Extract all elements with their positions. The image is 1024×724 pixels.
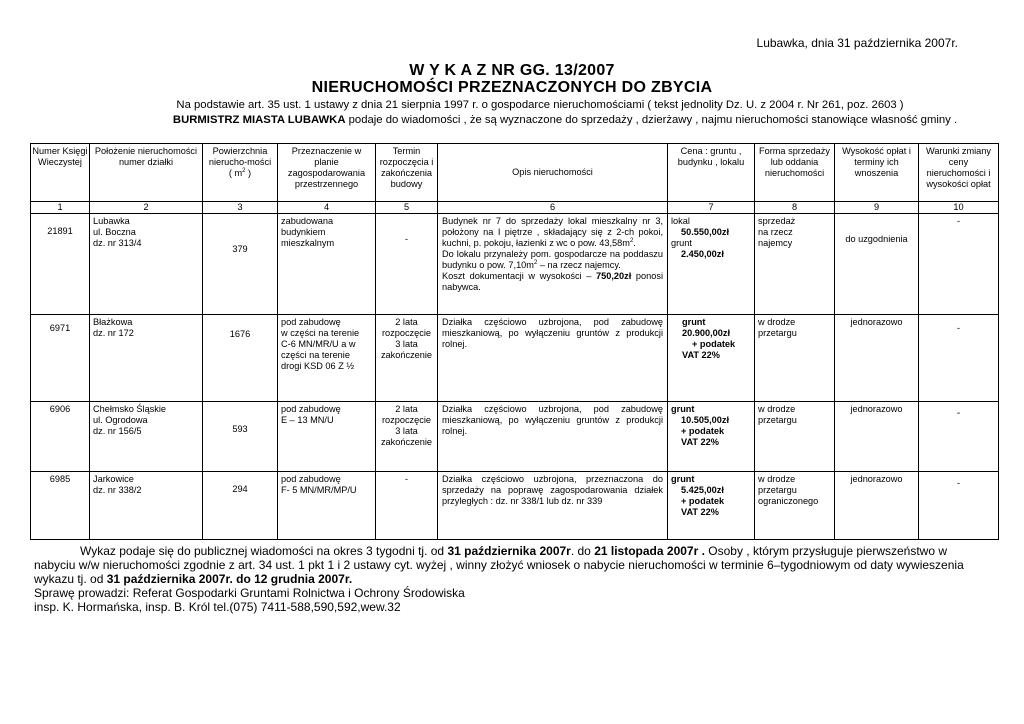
build-term: -: [376, 472, 438, 540]
sale-form: sprzedaż na rzecz najemcy: [755, 214, 835, 315]
price-conditions: -: [919, 472, 999, 540]
col-number: 4: [278, 202, 376, 214]
description: Działka częściowo uzbrojona, przeznaczona do sprzedaży na poprawę zagospodarowania działek przyległych : dz. nr 338/1 lub dz. nr 339: [438, 472, 668, 540]
kw-number: 6985: [31, 472, 90, 540]
price: grunt 20.900,00zł + podatek VAT 22%: [668, 315, 755, 402]
table-header-row: [31, 144, 999, 202]
table-row: [31, 315, 999, 402]
column-number-row: [31, 202, 999, 214]
table-row: [31, 214, 999, 315]
build-term: 2 lata rozpoczęcie 3 lata zakończenie: [376, 402, 438, 472]
legal-basis: Na podstawie art. 35 ust. 1 ustawy z dnia 21 sierpnia 1997 r. o gospodarce nieruchomościami ( tekst jednolity Dz. U. z 2004 r. Nr 261, poz. 2603 ): [176, 99, 904, 111]
col-number: 9: [835, 202, 919, 214]
area: 593: [203, 402, 278, 472]
price-conditions: -: [919, 402, 999, 472]
header-description: Opis nieruchomości: [438, 144, 668, 202]
header-form: Forma sprzedaży lub oddania nieruchomości: [755, 144, 835, 202]
description: Działka częściowo uzbrojona, pod zabudowę mieszkaniową, po wyłączeniu gruntów z produkcji rolnej.: [438, 402, 668, 472]
price-conditions: -: [919, 214, 999, 315]
contact-info: insp. K. Hormańska, insp. B. Król tel.(075) 7411-588,590,592,wew.32: [34, 600, 401, 614]
header-purpose: Przeznaczenie w planie zagospodarowania przestrzennego: [278, 144, 376, 202]
fees: do uzgodnienia: [835, 214, 919, 315]
footer: [34, 544, 974, 614]
purpose: pod zabudowę E – 13 MN/U: [278, 402, 376, 472]
location: Błażkowa dz. nr 172: [90, 315, 203, 402]
kw-number: 6971: [31, 315, 90, 402]
publication-notice: Wykaz podaje się do publicznej wiadomości na okres 3 tygodni tj. od 31 października 2007r. do 21 listopada 2007r . Osoby , którym przysługuje pierwszeństwo w nabyciu w/w nieruchomości zgodnie z art. 34 ust. 1 pkt 1 i 2 ustawy cyt. wyżej , winny złożyć wniosek o nabycie nieruchomości w terminie 6–tygodniowym od daty wywieszenia wykazu tj. od 31 października 2007r. do 12 grudnia 2007r.: [34, 544, 964, 586]
location: Jarkowice dz. nr 338/2: [90, 472, 203, 540]
col-number: 8: [755, 202, 835, 214]
header-kw: Numer Księgi Wieczystej: [31, 144, 90, 202]
col-number: 1: [31, 202, 90, 214]
header-term: Termin rozpoczęcia i zakończenia budowy: [376, 144, 438, 202]
price-conditions: -: [919, 315, 999, 402]
description: Działka częściowo uzbrojona, pod zabudowę mieszkaniową, po wyłączeniu gruntów z produkcji rolnej.: [438, 315, 668, 402]
area: 294: [203, 472, 278, 540]
place-date: Lubawka, dnia 31 października 2007r.: [756, 36, 958, 50]
announcement-text: podaje do wiadomości , że są wyznaczone do sprzedaży , dzierżawy , najmu nieruchomości stanowiące własność gminy .: [345, 114, 958, 126]
header-conditions: Warunki zmiany ceny nieruchomości i wysokości opłat: [919, 144, 999, 202]
location: Chełmsko Śląskie ul. Ogrodowa dz. nr 156/5: [90, 402, 203, 472]
purpose: pod zabudowę w części na terenie C-6 MN/MR/U a w części na terenie drogi KSD 06 Z ½: [278, 315, 376, 402]
purpose: pod zabudowę F- 5 MN/MR/MP/U: [278, 472, 376, 540]
price: grunt 10.505,00zł + podatek VAT 22%: [668, 402, 755, 472]
header-area-unit: ( $m^2$ ): [228, 167, 252, 178]
col-number: 2: [90, 202, 203, 214]
area: 379: [203, 214, 278, 315]
mayor-title: BURMISTRZ MIASTA LUBAWKA: [172, 114, 346, 126]
build-term: 2 lata rozpoczęcie 3 lata zakończenie: [376, 315, 438, 402]
fees: jednorazowo: [835, 472, 919, 540]
col-number: 5: [376, 202, 438, 214]
handled-by: Sprawę prowadzi: Referat Gospodarki Gruntami Rolnictwa i Ochrony Środowiska: [34, 586, 465, 600]
document-subtitle: NIERUCHOMOŚCI PRZEZNACZONYCH DO ZBYCIA: [311, 79, 713, 96]
kw-number: 21891: [31, 214, 90, 315]
kw-number: 6906: [31, 402, 90, 472]
header-area-label: Powierzchnia nierucho-mości: [208, 146, 272, 167]
mayor-announcement: [0, 114, 1024, 126]
area: 1676: [203, 315, 278, 402]
sale-form: w drodze przetargu ograniczonego: [755, 472, 835, 540]
fees: jednorazowo: [835, 402, 919, 472]
col-number: 10: [919, 202, 999, 214]
header-fees: Wysokość opłat i terminy ich wnoszenia: [835, 144, 919, 202]
sale-form: w drodze przetargu: [755, 402, 835, 472]
table-row: [31, 472, 999, 540]
header-area: [203, 144, 278, 202]
location: Lubawka ul. Boczna dz. nr 313/4: [90, 214, 203, 315]
build-term: -: [376, 214, 438, 315]
document-title: W Y K A Z NR GG. 13/2007: [409, 62, 615, 79]
header-location: Położenie nieruchomości numer działki: [90, 144, 203, 202]
table-row: [31, 402, 999, 472]
purpose: zabudowana budynkiem mieszkalnym: [278, 214, 376, 315]
col-number: 6: [438, 202, 668, 214]
price: lokal 50.550,00zł grunt 2.450,00zł: [668, 214, 755, 315]
col-number: 7: [668, 202, 755, 214]
property-table: [30, 143, 999, 540]
fees: jednorazowo: [835, 315, 919, 402]
description: Budynek nr 7 do sprzedaży lokal mieszkalny nr 3, położony na I piętrze , składający się z 2-ch pokoi, kuchni, p. pokoju, łazienki z wc o pow. $43,58m^2$. Do lokalu przynależy pom. gospodarcze na poddaszu budynku o pow. $7,10m^2$ – na rzecz najemcy. Koszt dokumentacji w wysokości – 750,20zł ponosi nabywca.: [438, 214, 668, 315]
price: grunt 5.425,00zł + podatek VAT 22%: [668, 472, 755, 540]
col-number: 3: [203, 202, 278, 214]
header-price: Cena : gruntu , budynku , lokalu: [668, 144, 755, 202]
sale-form: w drodze przetargu: [755, 315, 835, 402]
